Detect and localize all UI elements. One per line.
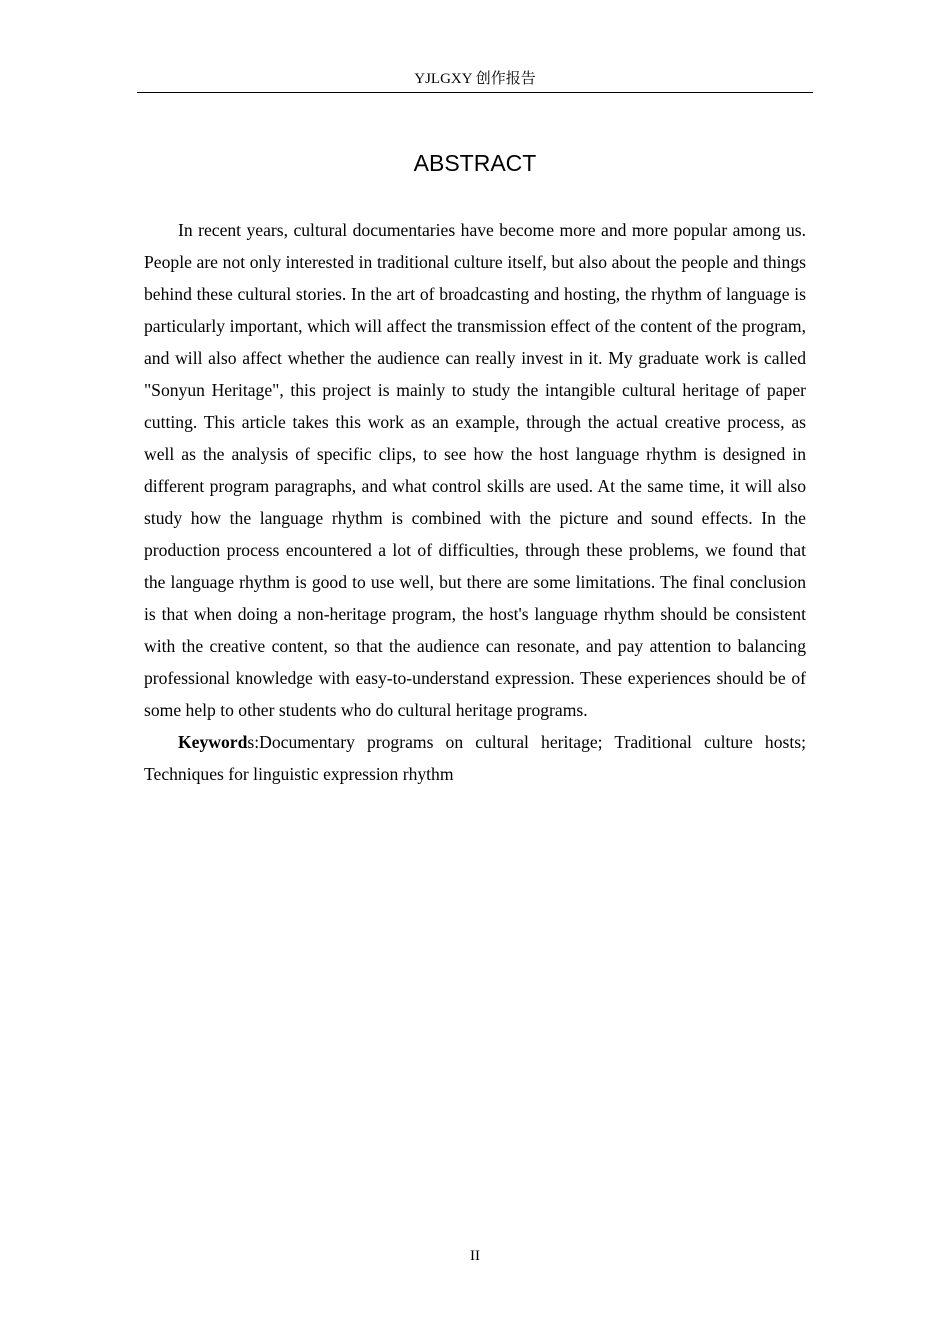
page-header: YJLGXY 创作报告 — [137, 68, 813, 93]
page-title: ABSTRACT — [413, 150, 537, 176]
keywords-label-bold: Keyword — [178, 732, 248, 752]
abstract-section — [144, 214, 806, 790]
page-number: II — [470, 1248, 480, 1264]
keywords-text: Documentary programs on cultural heritage; Traditional culture hosts; Techniques for linguistic expression rhythm — [144, 732, 806, 784]
keywords-label-rest: s: — [247, 732, 260, 752]
keywords-line — [144, 726, 806, 790]
abstract-paragraph: In recent years, cultural documentaries have become more and more popular among us. People are not only interested in traditional culture itself, but also about the people and things behind these cultural stories. In the art of broadcasting and hosting, the rhythm of language is particularly important, which will affect the transmission effect of the content of the program, and will also affect whether the audience can really invest in it. My graduate work is called "Sonyun Heritage", this project is mainly to study the intangible cultural heritage of paper cutting. This article takes this work as an example, through the actual creative process, as well as the analysis of specific clips, to see how the host language rhythm is designed in different program paragraphs, and what control skills are used. At the same time, it will also study how the language rhythm is combined with the picture and sound effects. In the production process encountered a lot of difficulties, through these problems, we found that the language rhythm is good to use well, but there are some limitations. The final conclusion is that when doing a non-heritage program, the host's language rhythm should be consistent with the creative content, so that the audience can resonate, and pay attention to balancing professional knowledge with easy-to-understand expression. These experiences should be of some help to other students who do cultural heritage programs. — [144, 220, 806, 720]
